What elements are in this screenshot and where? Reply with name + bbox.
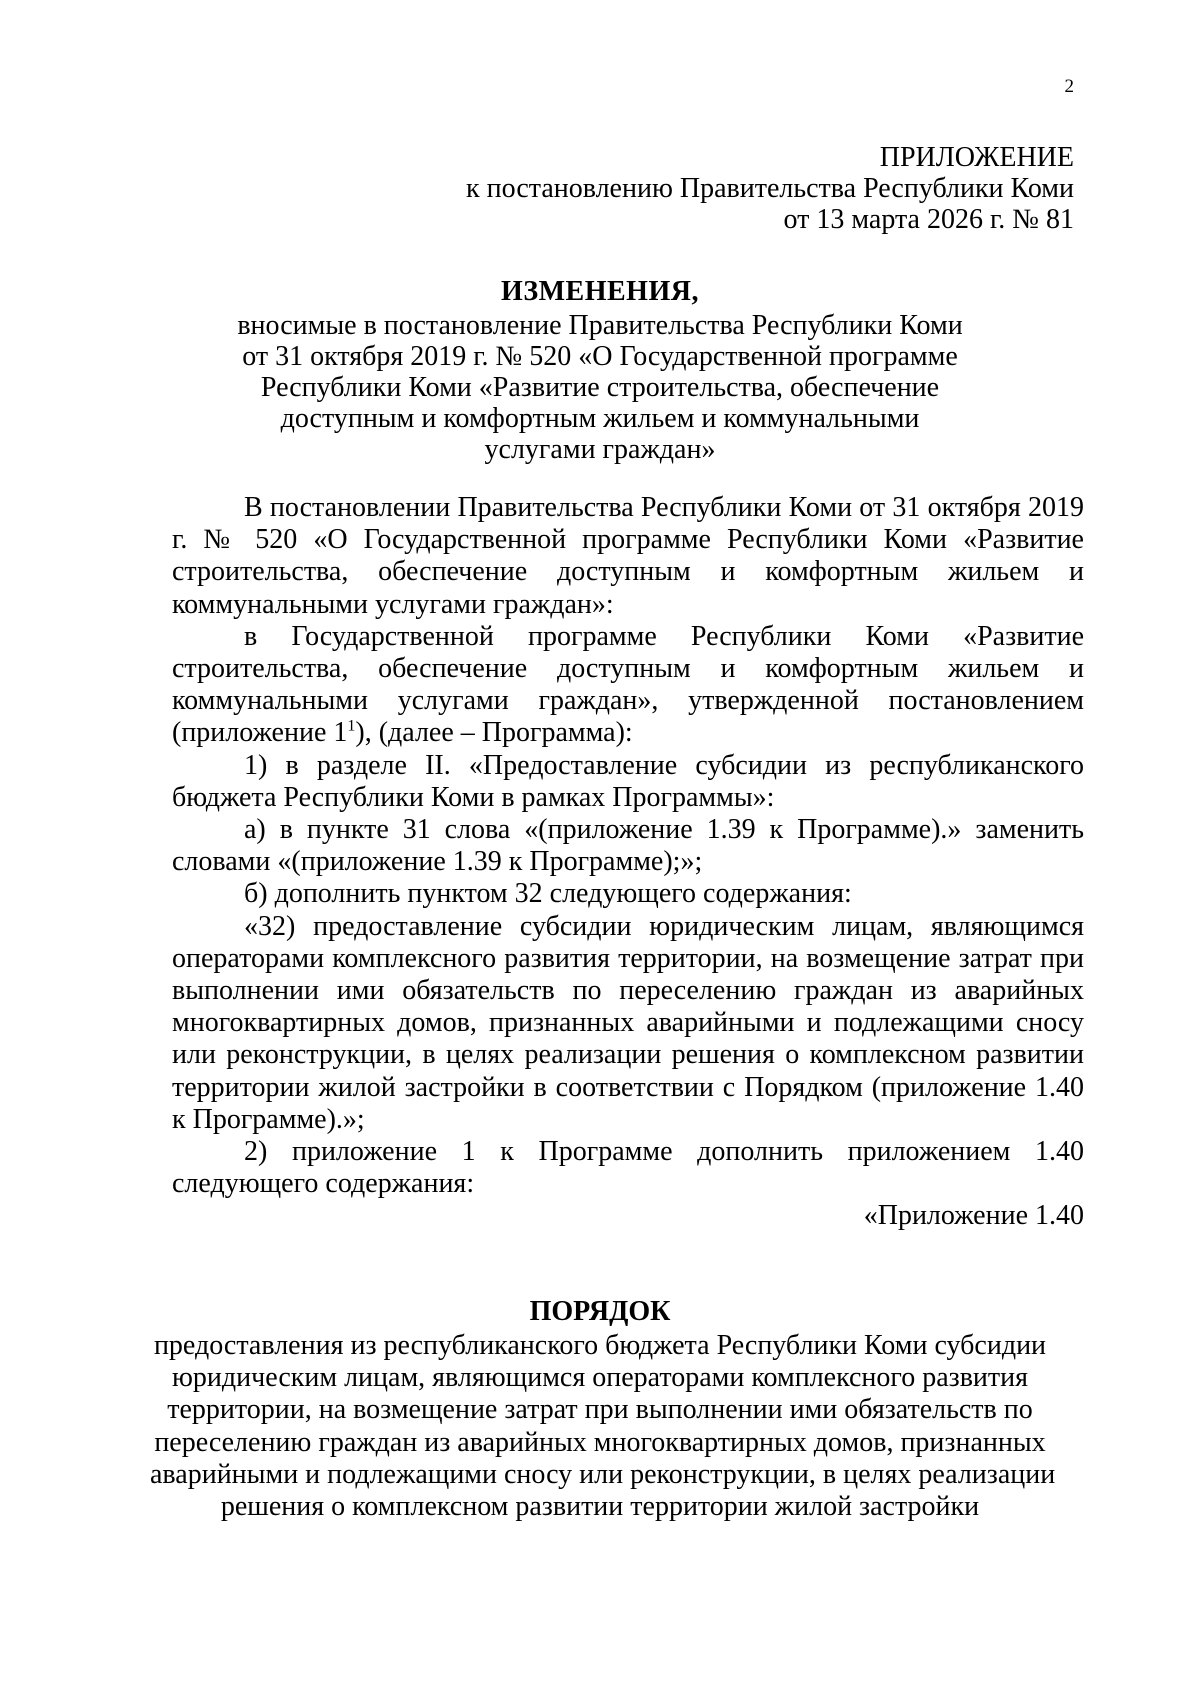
changes-subtitle-line: Республики Коми «Развитие строительства, обеспечение	[260, 372, 940, 403]
paragraph-point-32: «32) предоставление субсидии юридическим лицам, являющимся операторами комплексного развития территории, на возмещение затрат при выполнении ими обязательств по переселению граждан из аварийных многоквартирных домов, признанных аварийными и подлежащими сносу или реконструкции, в целях реализации решения о комплексном развитии территории жилой застройки в соответствии с Порядком (приложение 1.40 к Программе).»;	[172, 910, 1084, 1135]
paragraph-item-1: 1) в разделе II. «Предоставление субсидии из республиканского бюджета Республики Коми в рамках Программы»:	[172, 749, 1084, 813]
paragraph-item-1a: а) в пункте 31 слова «(приложение 1.39 к Программе).» заменить словами «(приложение 1.39 к Программе);»;	[172, 814, 1084, 878]
paragraph-item-2: 2) приложение 1 к Программе дополнить приложением 1.40 следующего содержания:	[172, 1136, 1084, 1200]
paragraph-intro: В постановлении Правительства Республики Коми от 31 октября 2019 г. № 520 «О Государственной программе Республики Коми «Развитие строительства, обеспечение доступным и комфортным жильем и коммунальными услугами граждан»:	[172, 492, 1084, 620]
order-subtitle-line: решения о комплексном развитии территории жилой застройки	[220, 1491, 980, 1523]
changes-subtitle-line: услугами граждан»	[484, 434, 716, 465]
appendix-label: ПРИЛОЖЕНИЕ	[879, 142, 1074, 173]
order-subtitle-line: предоставления из республиканского бюджета Республики Коми субсидии	[153, 1330, 1047, 1361]
document-body	[172, 492, 1084, 1233]
changes-subtitle-line: вносимые в постановление Правительства Республики Коми	[237, 310, 963, 341]
paragraph-program-tail: ), (далее – Программа):	[355, 717, 633, 749]
appendix-1-40-label: «Приложение 1.40	[863, 1200, 1084, 1232]
appendix-date: от 13 марта 2026 г. № 81	[783, 204, 1074, 235]
order-title: ПОРЯДОК	[529, 1296, 671, 1327]
appendix-header	[354, 142, 1074, 235]
order-subtitle-line: аварийными и подлежащими сносу или реконструкции, в целях реализации	[150, 1458, 1056, 1490]
changes-subtitle-line: от 31 октября 2019 г. № 520 «О Государственной программе	[242, 341, 958, 372]
footnote-superscript: 1	[347, 718, 356, 736]
appendix-reference: к постановлению Правительства Республики Коми	[466, 173, 1074, 204]
paragraph-program	[172, 621, 1084, 750]
paragraph-program-text: в Государственной программе Республики Коми «Развитие строительства, обеспечение доступным и комфортным жильем и коммунальными услугами граждан», утвержденной постановлением (приложение 1	[172, 620, 1084, 749]
order-subtitle-line: юридическим лицам, являющимся операторами комплексного развития	[172, 1362, 1028, 1394]
changes-title: ИЗМЕНЕНИЯ,	[501, 276, 699, 307]
changes-subtitle	[160, 310, 1040, 465]
order-subtitle	[150, 1330, 1056, 1523]
order-subtitle-line: территории, на возмещение затрат при выполнении ими обязательств по	[167, 1394, 1033, 1426]
page-number: 2	[1064, 76, 1074, 97]
changes-subtitle-line: доступным и комфортным жильем и коммунальными	[280, 403, 920, 434]
order-subtitle-line: переселению граждан из аварийных многоквартирных домов, признанных	[154, 1426, 1046, 1458]
paragraph-item-1b: б) дополнить пунктом 32 следующего содержания:	[244, 878, 852, 910]
